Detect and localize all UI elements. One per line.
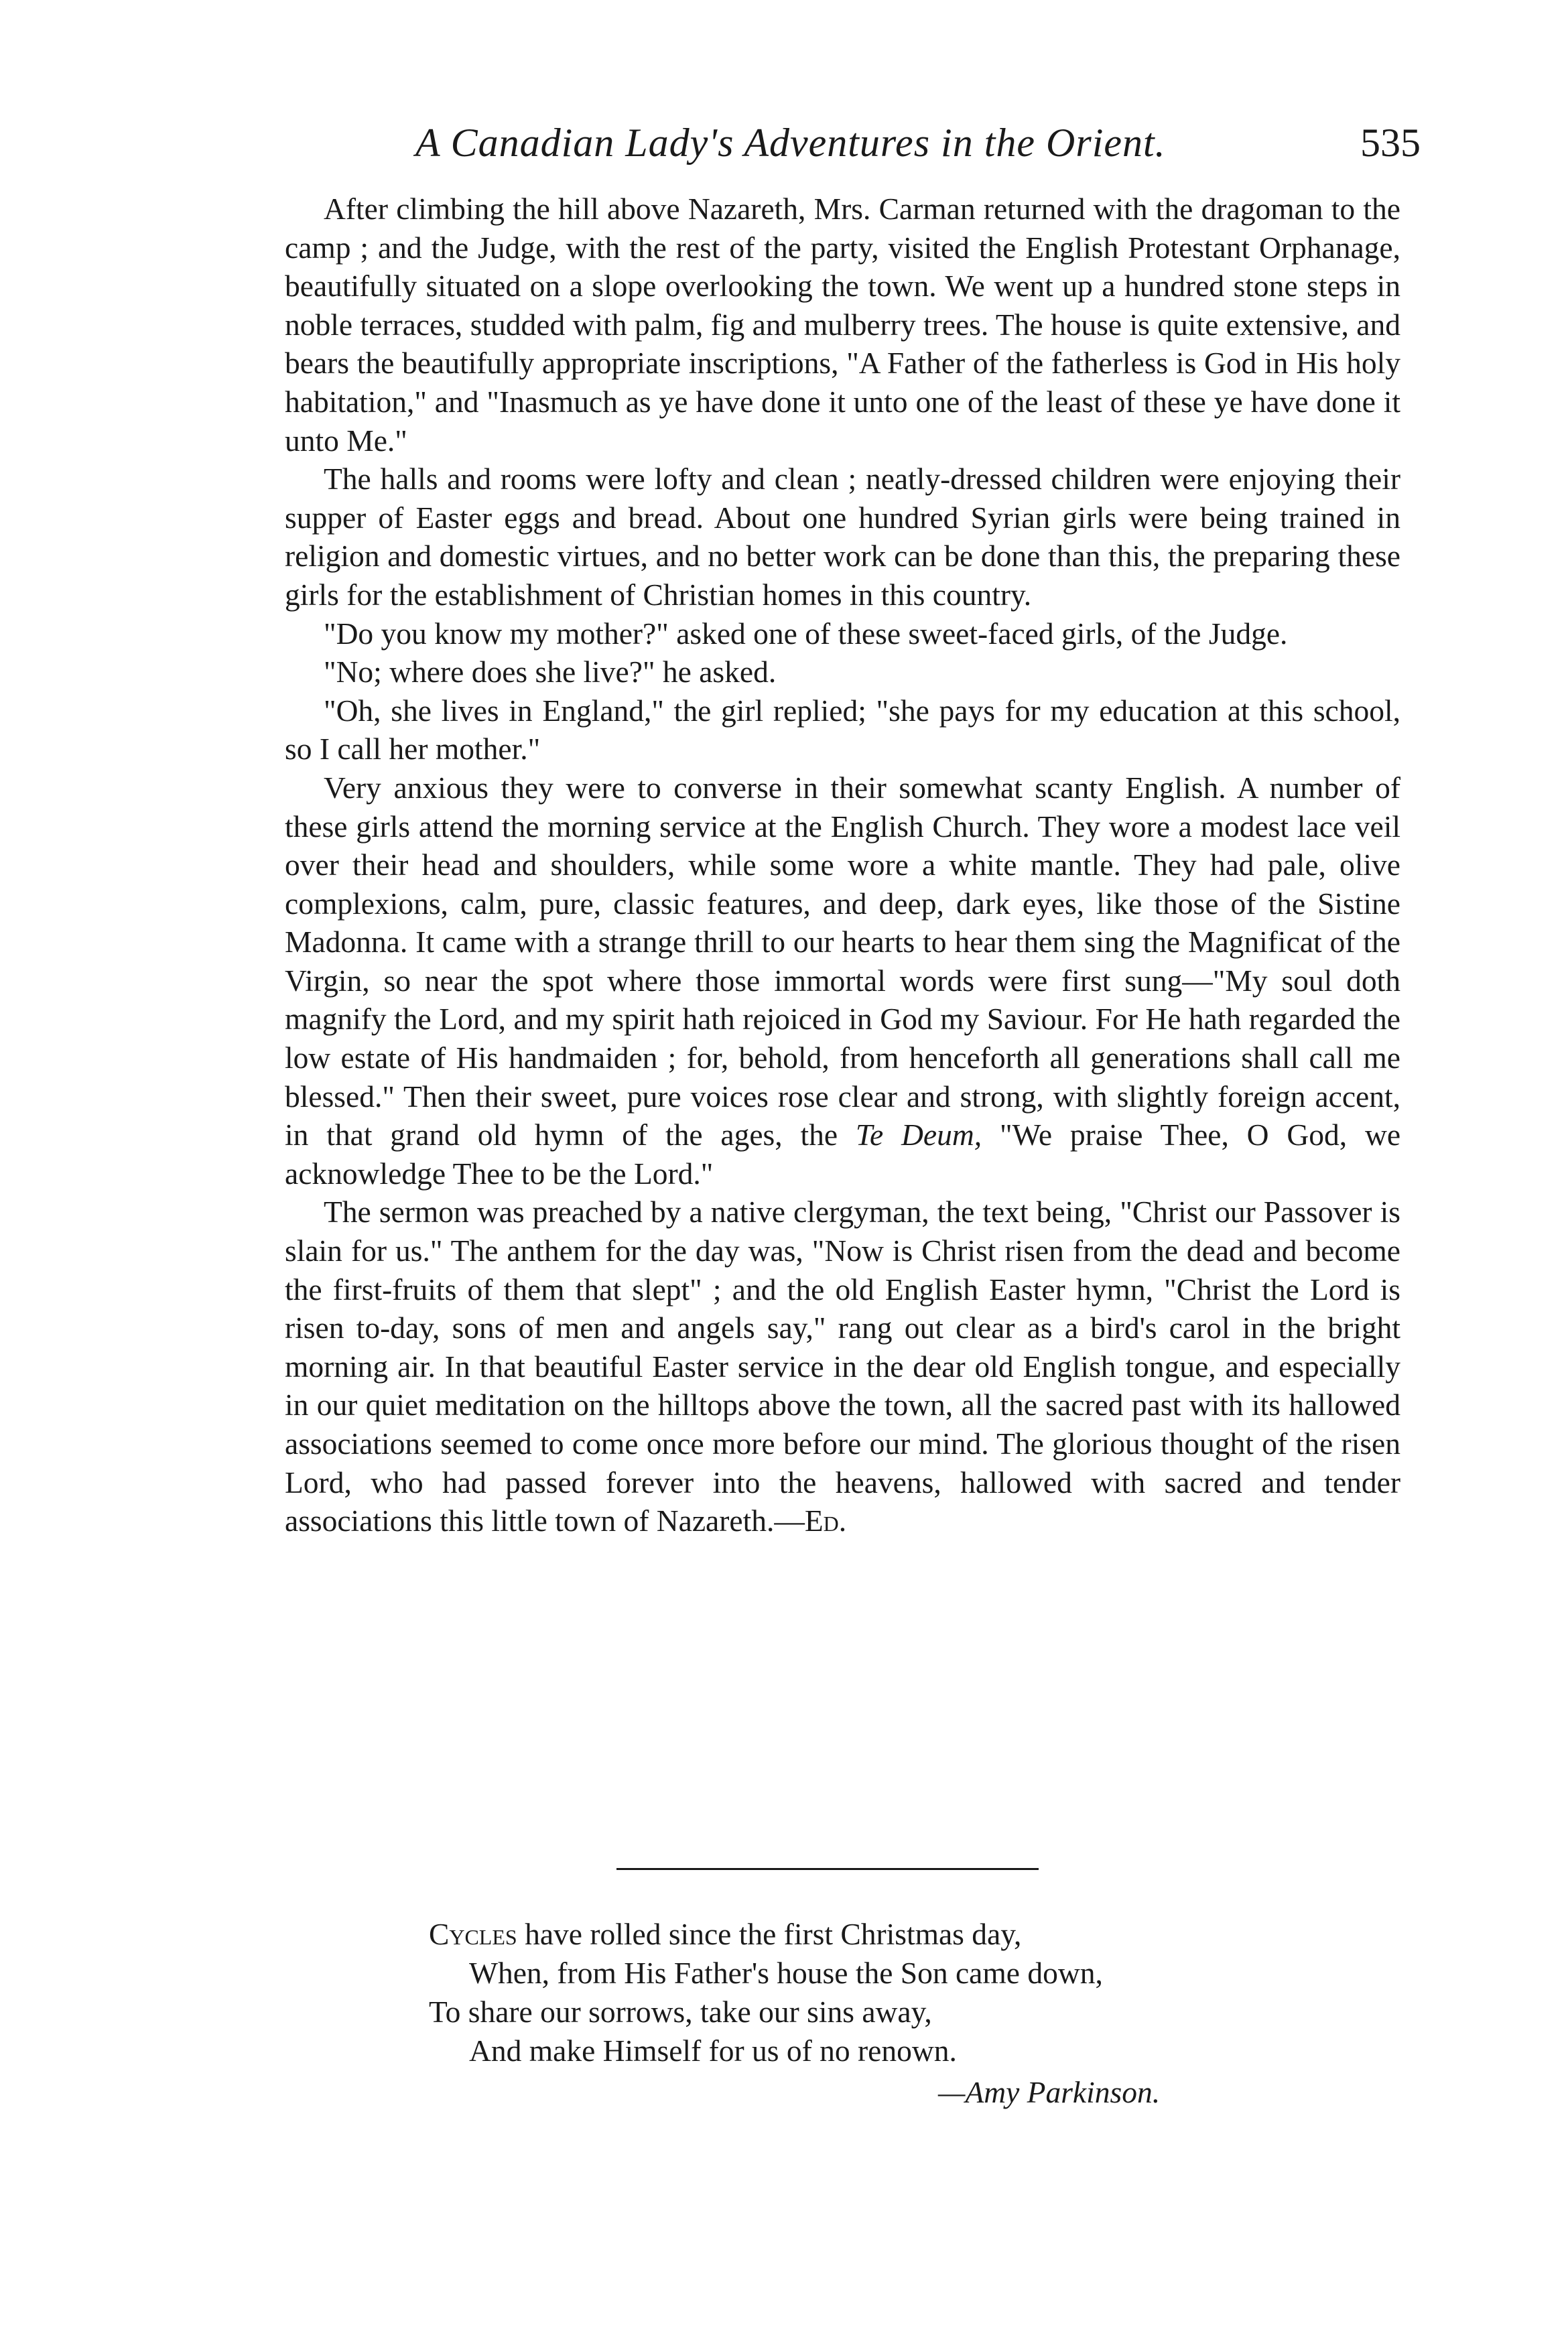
section-divider [616, 1868, 1039, 1870]
poem-line-2: When, from His Father's house the Son came down, [469, 1956, 1103, 1990]
running-title: A Canadian Lady's Adventures in the Orient. [415, 121, 1166, 165]
poem-attribution: —Amy Parkinson. [938, 2075, 1161, 2109]
te-deum-quote: "We praise Thee, O God, we acknowledge Thee to be the Lord." [285, 1118, 1401, 1191]
editor-signature: Ed. [804, 1504, 847, 1538]
paragraph-orphanage-visit: After climbing the hill above Nazareth, Mrs. Carman returned with the dragoman to the camp ; and the Judge, with the rest of the party, visited the English Protestant Orphanage, beautifully situated on a slope overlooking the town. We went up a hundred stone steps in noble terraces, studded with palm, fig and mulberry trees. The house is quite extensive, and bears the beautifully appropriate inscriptions, "A Father of the fatherless is God in His holy habitation," and "Inasmuch as ye have done it unto one of the least of these ye have done it unto Me." [285, 192, 1400, 458]
paragraph-girl-reply: "Oh, she lives in England," the girl replied; "she pays for my education at this school, so I call her mother." [285, 693, 1400, 766]
article-body [285, 190, 1400, 1540]
paragraph-sermon [285, 1193, 1400, 1540]
poem-line-4: And make Himself for us of no renown. [469, 2034, 957, 2068]
poem-line-1 [429, 1915, 1367, 1954]
paragraph-question: "Do you know my mother?" asked one of these sweet-faced girls, of the Judge. [324, 616, 1288, 651]
te-deum-title: Te Deum, [855, 1118, 982, 1152]
paragraph-halls-and-rooms: The halls and rooms were lofty and clean ; neatly-dressed children were enjoying their supper of Easter eggs and bread. About one hundred Syrian girls were being trained in religion and domestic virtues, and no better work can be done than this, the preparing these girls for the establishment of Christian homes in this country. [285, 462, 1400, 612]
running-head [415, 113, 1421, 173]
paragraph-church-service [285, 769, 1400, 1193]
poem [429, 1915, 1367, 2112]
page-number: 535 [1360, 121, 1421, 165]
paragraph-reply-question: "No; where does she live?" he asked. [324, 655, 777, 689]
poem-line-1-rest: have rolled since the first Christmas day, [517, 1917, 1022, 1951]
church-service-text: Very anxious they were to converse in their somewhat scanty English. A number of these girls attend the morning service at the English Church. They wore a modest lace veil over their head and shoulders, while some wore a white mantle. They had pale, olive complexions, calm, pure, classic features, and deep, dark eyes, like those of the Sistine Madonna. It came with a strange thrill to our hearts to hear them sing the Magnificat of the Virgin, so near the spot where those immortal words were first sung—"My soul doth magnify the Lord, and my spirit hath rejoiced in God my Saviour. For He hath regarded the low estate of His handmaiden ; for, behold, from henceforth all generations shall call me blessed." Then their sweet, pure voices rose clear and strong, with slightly foreign accent, in that grand old hymn of the ages, the [285, 770, 1400, 1152]
poem-first-word: Cycles [429, 1917, 517, 1951]
sermon-text: The sermon was preached by a native clergyman, the text being, "Christ our Passover is slain for us." The anthem for the day was, "Now is Christ risen from the dead and become the first-fruits of them that slept" ; and the old English Easter hymn, "Christ the Lord is risen to-day, sons of men and angels say," rang out clear as a bird's carol in the bright morning air. In that beautiful Easter service in the dear old English tongue, and especially in our quiet meditation on the hilltops above the town, all the sacred past with its hallowed associations seemed to come once more before our mind. The glorious thought of the risen Lord, who had passed forever into the heavens, hallowed with sacred and tender associations this little town of Nazareth.— [285, 1195, 1400, 1538]
poem-line-3: To share our sorrows, take our sins away, [429, 1995, 932, 2029]
